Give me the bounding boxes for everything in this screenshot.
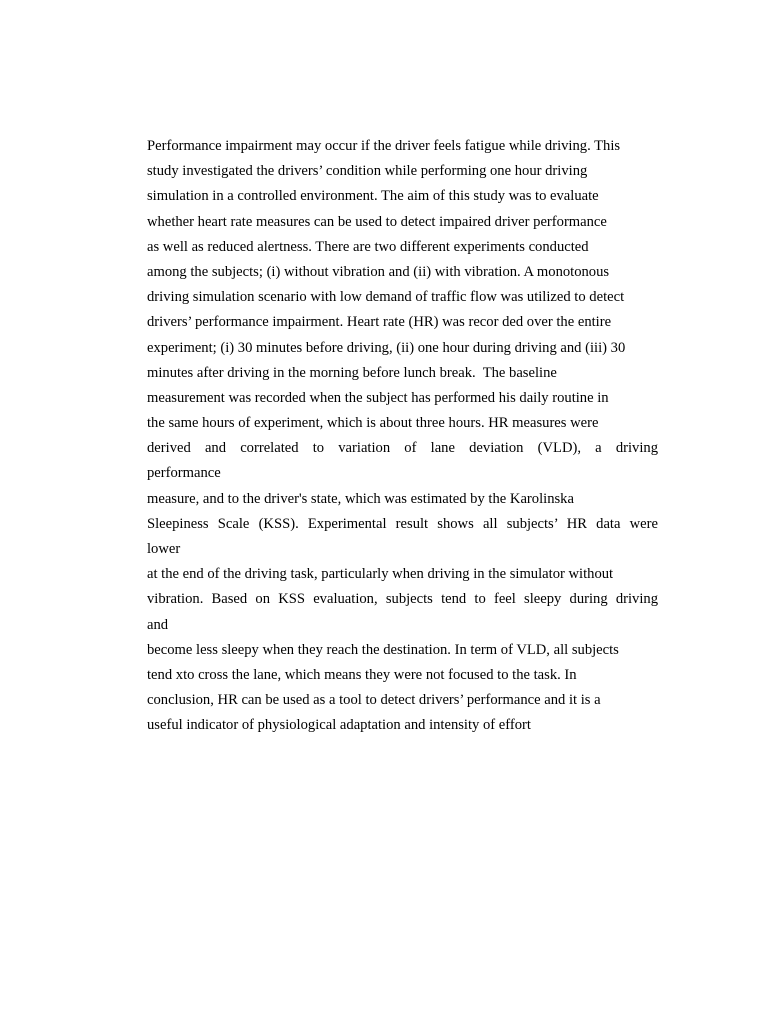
abstract-line: vibration. Based on KSS evaluation, subjects tend to feel sleepy during driving xyxy=(147,591,658,608)
abstract-line: simulation in a controlled environment. The aim of this study was to evaluate xyxy=(147,188,599,205)
abstract-line: driving simulation scenario with low demand of traffic flow was utilized to detect xyxy=(147,289,625,306)
abstract-line: among the subjects; (i) without vibration and (ii) with vibration. A monotonous xyxy=(147,263,610,280)
abstract-line: drivers’ performance impairment. Heart rate (HR) was recor ded over the entire xyxy=(147,314,612,331)
abstract-paragraph xyxy=(147,134,658,739)
abstract-line: as well as reduced alertness. There are two different experiments conducted xyxy=(147,238,589,255)
abstract-line: Performance impairment may occur if the driver feels fatigue while driving. This xyxy=(147,138,621,154)
abstract-line: measure, and to the driver's state, which was estimated by the Karolinska xyxy=(147,490,574,507)
abstract-line: derived and correlated to variation of lane deviation (VLD), a driving xyxy=(147,440,658,457)
abstract-line: and xyxy=(147,616,169,633)
abstract-line: tend xto cross the lane, which means they were not focused to the task. In xyxy=(147,666,577,683)
abstract-line: conclusion, HR can be used as a tool to detect drivers’ performance and it is a xyxy=(147,692,601,709)
abstract-line: minutes after driving in the morning before lunch break. The baseline xyxy=(147,364,557,381)
abstract-line: whether heart rate measures can be used to detect impaired driver performance xyxy=(147,213,607,230)
abstract-line: the same hours of experiment, which is about three hours. HR measures were xyxy=(147,415,599,432)
abstract-line: useful indicator of physiological adaptation and intensity of effort xyxy=(147,717,531,734)
abstract-line: at the end of the driving task, particularly when driving in the simulator without xyxy=(147,566,614,583)
abstract-line: measurement was recorded when the subject has performed his daily routine in xyxy=(147,389,609,406)
abstract-line: performance xyxy=(147,465,221,482)
abstract-line: experiment; (i) 30 minutes before driving, (ii) one hour during driving and (iii) 30 xyxy=(147,339,626,356)
abstract-line: study investigated the drivers’ condition while performing one hour driving xyxy=(147,163,588,180)
abstract-line: Sleepiness Scale (KSS). Experimental result shows all subjects’ HR data were xyxy=(147,515,658,532)
abstract-line: lower xyxy=(147,541,181,557)
abstract-line: become less sleepy when they reach the destination. In term of VLD, all subjects xyxy=(147,641,619,658)
